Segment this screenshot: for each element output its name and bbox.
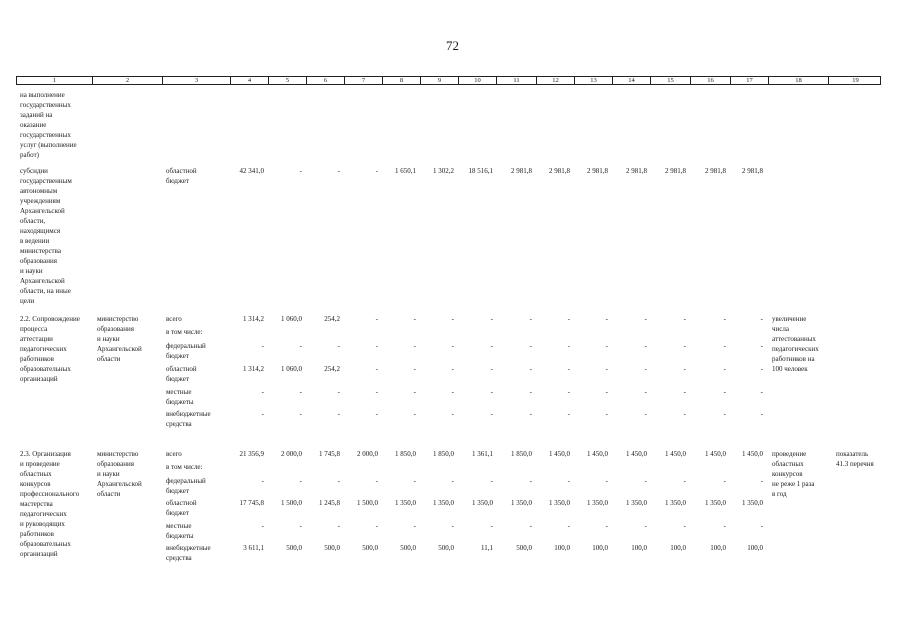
value-cell-block_d-r4-c15: - — [683, 522, 686, 530]
value-cell-block_d-r5-c5: 500,0 — [286, 544, 302, 552]
row-name-subsidies: субсидии государственным автономным учреждениям Архангельской области, находящимся в ведении министерства образования и науки Архангельской области, на иные цели — [20, 167, 72, 305]
value-cell-block_d-r3-c5: 1 500,0 — [281, 499, 302, 507]
value-cell-block_d-r2-c17: - — [760, 477, 763, 485]
value-cell-block_c-r4-c7: - — [375, 388, 378, 396]
value-cell-subsidies-8: 1 650,1 — [395, 167, 416, 175]
value-cell-block_c-r2-c15: - — [683, 342, 686, 350]
value-cell-block_d-r2-c11: - — [529, 477, 532, 485]
measure-2-3-result: проведение областных конкурсов не реже 1 раза в год — [772, 450, 815, 498]
value-cell-block_d-r4-c13: - — [605, 522, 608, 530]
value-cell-block_c-r2-c9: - — [451, 342, 454, 350]
value-cell-block_c-r5-c15: - — [683, 410, 686, 418]
value-cell-block_c-r4-c9: - — [451, 388, 454, 396]
value-cell-block_c-r5-c6: - — [337, 410, 340, 418]
value-cell-subsidies-5: - — [299, 167, 302, 175]
value-cell-block_d-r5-c9: 500,0 — [438, 544, 454, 552]
value-cell-block_d-r5-c7: 500,0 — [362, 544, 378, 552]
value-cell-block_d-r2-c16: - — [723, 477, 726, 485]
value-cell-block_c-r3-c14: - — [644, 365, 647, 373]
value-cell-subsidies-7: - — [375, 167, 378, 175]
header-cell-14: 14 — [613, 77, 651, 84]
value-cell-block_d-r2-c15: - — [683, 477, 686, 485]
header-cell-8: 8 — [383, 77, 421, 84]
value-cell-block_c-r0-c16: - — [723, 315, 726, 323]
header-cell-11: 11 — [497, 77, 537, 84]
value-cell-block_c-r5-c13: - — [605, 410, 608, 418]
header-cell-19: 19 — [852, 77, 859, 84]
value-cell-subsidies-12: 2 981,8 — [549, 167, 570, 175]
header-cell-7: 7 — [345, 77, 383, 84]
value-cell-block_d-r0-c9: 1 850,0 — [433, 450, 454, 458]
value-cell-subsidies-11: 2 981,8 — [511, 167, 532, 175]
value-cell-block_c-r4-c10: - — [490, 388, 493, 396]
measure-2-2-executor: министерство образования и науки Архангельской области — [97, 315, 142, 363]
measure-2-2-result: увеличение числа аттестованных педагогических работников на 100 человек — [772, 315, 819, 373]
value-cell-block_c-r3-c7: - — [375, 365, 378, 373]
row-name-budget-tasks: на выполнение государственных заданий на оказание государственных услуг (выполнение работ) — [20, 91, 77, 159]
measure-2-2-name: 2.2. Сопровождение процесса аттестации педагогических работников образовательных организаций — [20, 315, 80, 383]
value-cell-block_d-r0-c14: 1 450,0 — [626, 450, 647, 458]
value-cell-block_c-r5-c16: - — [723, 410, 726, 418]
value-cell-block_c-r5-c5: - — [299, 410, 302, 418]
value-cell-block_c-r5-c14: - — [644, 410, 647, 418]
value-cell-block_c-r4-c17: - — [760, 388, 763, 396]
value-cell-block_c-r4-c13: - — [605, 388, 608, 396]
source-label: федеральный бюджет — [166, 477, 206, 495]
value-cell-block_d-r5-c4: 3 611,1 — [243, 544, 264, 552]
value-cell-block_d-r0-c11: 1 850,0 — [511, 450, 532, 458]
value-cell-block_c-r3-c4: 1 314,2 — [243, 365, 264, 373]
value-cell-block_c-r2-c14: - — [644, 342, 647, 350]
row-source-subsidies: областной бюджет — [166, 167, 197, 185]
value-cell-block_c-r3-c16: - — [723, 365, 726, 373]
value-cell-block_c-r0-c8: - — [413, 315, 416, 323]
measure-2-3-executor: министерство образования и науки Архангельской области — [97, 450, 142, 498]
value-cell-block_c-r0-c13: - — [605, 315, 608, 323]
value-cell-block_d-r2-c5: - — [299, 477, 302, 485]
value-cell-block_d-r0-c4: 21 356,9 — [239, 450, 264, 458]
value-cell-block_d-r3-c10: 1 350,0 — [472, 499, 493, 507]
value-cell-block_c-r2-c10: - — [490, 342, 493, 350]
header-cell-1: 1 — [17, 77, 93, 84]
value-cell-block_c-r4-c14: - — [644, 388, 647, 396]
value-cell-block_c-r2-c13: - — [605, 342, 608, 350]
value-cell-subsidies-6: - — [337, 167, 340, 175]
value-cell-block_c-r0-c4: 1 314,2 — [243, 315, 264, 323]
value-cell-block_d-r2-c4: - — [261, 477, 264, 485]
header-cell-18: 18 — [769, 77, 829, 84]
value-cell-block_d-r4-c11: - — [529, 522, 532, 530]
value-cell-block_d-r3-c14: 1 350,0 — [626, 499, 647, 507]
header-cell-12: 12 — [537, 77, 575, 84]
header-cell-9: 9 — [421, 77, 459, 84]
value-cell-block_c-r2-c12: - — [567, 342, 570, 350]
value-cell-block_d-r5-c12: 100,0 — [554, 544, 570, 552]
value-cell-block_d-r3-c11: 1 350,0 — [511, 499, 532, 507]
value-cell-block_d-r3-c7: 1 500,0 — [357, 499, 378, 507]
value-cell-subsidies-10: 18 516,1 — [468, 167, 493, 175]
value-cell-block_c-r4-c6: - — [337, 388, 340, 396]
value-cell-block_d-r4-c14: - — [644, 522, 647, 530]
value-cell-block_d-r4-c6: - — [337, 522, 340, 530]
value-cell-block_d-r4-c7: - — [375, 522, 378, 530]
value-cell-block_d-r0-c8: 1 850,0 — [395, 450, 416, 458]
source-label: местные бюджеты — [166, 388, 194, 406]
value-cell-block_d-r5-c17: 100,0 — [747, 544, 763, 552]
header-cell-6: 6 — [307, 77, 345, 84]
value-cell-block_d-r4-c17: - — [760, 522, 763, 530]
value-cell-block_c-r0-c12: - — [567, 315, 570, 323]
value-cell-block_d-r2-c12: - — [567, 477, 570, 485]
value-cell-subsidies-17: 2 981,8 — [742, 167, 763, 175]
value-cell-block_c-r3-c12: - — [567, 365, 570, 373]
source-label: внебюджетные средства — [166, 410, 211, 428]
value-cell-block_d-r0-c10: 1 361,1 — [472, 450, 493, 458]
value-cell-block_d-r0-c13: 1 450,0 — [587, 450, 608, 458]
source-label: областной бюджет — [166, 365, 197, 383]
value-cell-block_c-r5-c10: - — [490, 410, 493, 418]
source-label: федеральный бюджет — [166, 342, 206, 360]
header-cell-10: 10 — [459, 77, 497, 84]
value-cell-block_c-r3-c13: - — [605, 365, 608, 373]
value-cell-block_c-r0-c14: - — [644, 315, 647, 323]
value-cell-block_c-r4-c4: - — [261, 388, 264, 396]
value-cell-block_d-r3-c13: 1 350,0 — [587, 499, 608, 507]
value-cell-block_d-r4-c5: - — [299, 522, 302, 530]
value-cell-block_d-r3-c4: 17 745,8 — [239, 499, 264, 507]
value-cell-block_d-r4-c12: - — [567, 522, 570, 530]
value-cell-block_d-r5-c15: 100,0 — [670, 544, 686, 552]
value-cell-block_d-r2-c6: - — [337, 477, 340, 485]
value-cell-block_c-r3-c15: - — [683, 365, 686, 373]
value-cell-block_d-r5-c14: 100,0 — [631, 544, 647, 552]
value-cell-block_c-r3-c17: - — [760, 365, 763, 373]
header-cell-17: 17 — [731, 77, 769, 84]
value-cell-block_d-r5-c13: 100,0 — [592, 544, 608, 552]
value-cell-block_d-r0-c15: 1 450,0 — [665, 450, 686, 458]
header-cell-4: 4 — [231, 77, 269, 84]
value-cell-block_d-r0-c17: 1 450,0 — [742, 450, 763, 458]
value-cell-block_d-r0-c5: 2 000,0 — [281, 450, 302, 458]
header-cell-16: 16 — [691, 77, 731, 84]
table-header-row — [16, 76, 881, 85]
measure-2-3-name: 2.3. Организация и проведение областных конкурсов профессионального мастерства педагогических и руководящих работников образовательных организаций — [20, 450, 80, 558]
value-cell-block_d-r3-c16: 1 350,0 — [705, 499, 726, 507]
value-cell-block_c-r5-c7: - — [375, 410, 378, 418]
source-label: всего — [166, 315, 182, 323]
value-cell-block_c-r4-c11: - — [529, 388, 532, 396]
value-cell-block_c-r0-c9: - — [451, 315, 454, 323]
value-cell-block_c-r0-c10: - — [490, 315, 493, 323]
source-label: местные бюджеты — [166, 522, 194, 540]
value-cell-block_d-r3-c17: 1 350,0 — [742, 499, 763, 507]
measure-2-3-indicator: показатель 41.3 перечня — [836, 450, 874, 468]
value-cell-block_d-r0-c6: 1 745,8 — [319, 450, 340, 458]
source-label: всего — [166, 450, 182, 458]
value-cell-block_d-r3-c12: 1 350,0 — [549, 499, 570, 507]
value-cell-block_c-r0-c7: - — [375, 315, 378, 323]
value-cell-subsidies-9: 1 302,2 — [433, 167, 454, 175]
value-cell-block_c-r0-c17: - — [760, 315, 763, 323]
value-cell-block_c-r3-c5: 1 060,0 — [281, 365, 302, 373]
value-cell-block_c-r2-c16: - — [723, 342, 726, 350]
value-cell-block_d-r5-c8: 500,0 — [400, 544, 416, 552]
value-cell-block_c-r4-c15: - — [683, 388, 686, 396]
value-cell-block_d-r4-c10: - — [490, 522, 493, 530]
value-cell-block_c-r5-c11: - — [529, 410, 532, 418]
value-cell-block_d-r5-c11: 500,0 — [516, 544, 532, 552]
source-label: в том числе: — [166, 328, 203, 336]
header-cell-5: 5 — [269, 77, 307, 84]
value-cell-block_d-r4-c4: - — [261, 522, 264, 530]
value-cell-block_c-r2-c8: - — [413, 342, 416, 350]
value-cell-block_c-r2-c11: - — [529, 342, 532, 350]
value-cell-subsidies-15: 2 981,8 — [665, 167, 686, 175]
value-cell-block_c-r4-c5: - — [299, 388, 302, 396]
header-cell-15: 15 — [651, 77, 691, 84]
value-cell-block_c-r5-c9: - — [451, 410, 454, 418]
header-cell-2: 2 — [93, 77, 163, 84]
value-cell-block_c-r0-c15: - — [683, 315, 686, 323]
value-cell-block_d-r2-c10: - — [490, 477, 493, 485]
value-cell-block_d-r3-c8: 1 350,0 — [395, 499, 416, 507]
value-cell-block_d-r5-c6: 500,0 — [324, 544, 340, 552]
value-cell-block_c-r0-c11: - — [529, 315, 532, 323]
value-cell-block_d-r3-c6: 1 245,8 — [319, 499, 340, 507]
source-label: областной бюджет — [166, 499, 197, 517]
value-cell-block_c-r5-c12: - — [567, 410, 570, 418]
source-label: в том числе: — [166, 463, 203, 471]
value-cell-block_d-r3-c9: 1 350,0 — [433, 499, 454, 507]
value-cell-block_d-r2-c14: - — [644, 477, 647, 485]
value-cell-block_d-r4-c8: - — [413, 522, 416, 530]
value-cell-block_c-r3-c11: - — [529, 365, 532, 373]
value-cell-block_d-r0-c16: 1 450,0 — [705, 450, 726, 458]
value-cell-block_d-r0-c7: 2 000,0 — [357, 450, 378, 458]
value-cell-block_d-r2-c9: - — [451, 477, 454, 485]
value-cell-subsidies-14: 2 981,8 — [626, 167, 647, 175]
value-cell-block_c-r0-c5: 1 060,0 — [281, 315, 302, 323]
value-cell-subsidies-13: 2 981,8 — [587, 167, 608, 175]
value-cell-block_c-r3-c9: - — [451, 365, 454, 373]
value-cell-block_c-r3-c8: - — [413, 365, 416, 373]
value-cell-block_d-r2-c8: - — [413, 477, 416, 485]
value-cell-block_d-r3-c15: 1 350,0 — [665, 499, 686, 507]
value-cell-block_d-r4-c16: - — [723, 522, 726, 530]
value-cell-block_c-r4-c16: - — [723, 388, 726, 396]
value-cell-block_c-r2-c7: - — [375, 342, 378, 350]
value-cell-block_c-r3-c10: - — [490, 365, 493, 373]
header-cell-3: 3 — [163, 77, 231, 84]
page-number: 72 — [446, 38, 459, 53]
value-cell-block_c-r2-c17: - — [760, 342, 763, 350]
value-cell-block_d-r2-c7: - — [375, 477, 378, 485]
value-cell-subsidies-4: 42 341,0 — [239, 167, 264, 175]
value-cell-block_d-r2-c13: - — [605, 477, 608, 485]
value-cell-subsidies-16: 2 981,8 — [705, 167, 726, 175]
value-cell-block_d-r5-c16: 100,0 — [710, 544, 726, 552]
value-cell-block_d-r4-c9: - — [451, 522, 454, 530]
value-cell-block_c-r0-c6: 254,2 — [324, 315, 340, 323]
value-cell-block_c-r4-c8: - — [413, 388, 416, 396]
value-cell-block_c-r2-c5: - — [299, 342, 302, 350]
value-cell-block_d-r5-c10: 11,1 — [481, 544, 493, 552]
source-label: внебюджетные средства — [166, 544, 211, 562]
header-cell-13: 13 — [575, 77, 613, 84]
value-cell-block_c-r4-c12: - — [567, 388, 570, 396]
value-cell-block_c-r3-c6: 254,2 — [324, 365, 340, 373]
value-cell-block_c-r5-c8: - — [413, 410, 416, 418]
value-cell-block_c-r5-c17: - — [760, 410, 763, 418]
value-cell-block_c-r5-c4: - — [261, 410, 264, 418]
value-cell-block_c-r2-c6: - — [337, 342, 340, 350]
value-cell-block_c-r2-c4: - — [261, 342, 264, 350]
value-cell-block_d-r0-c12: 1 450,0 — [549, 450, 570, 458]
